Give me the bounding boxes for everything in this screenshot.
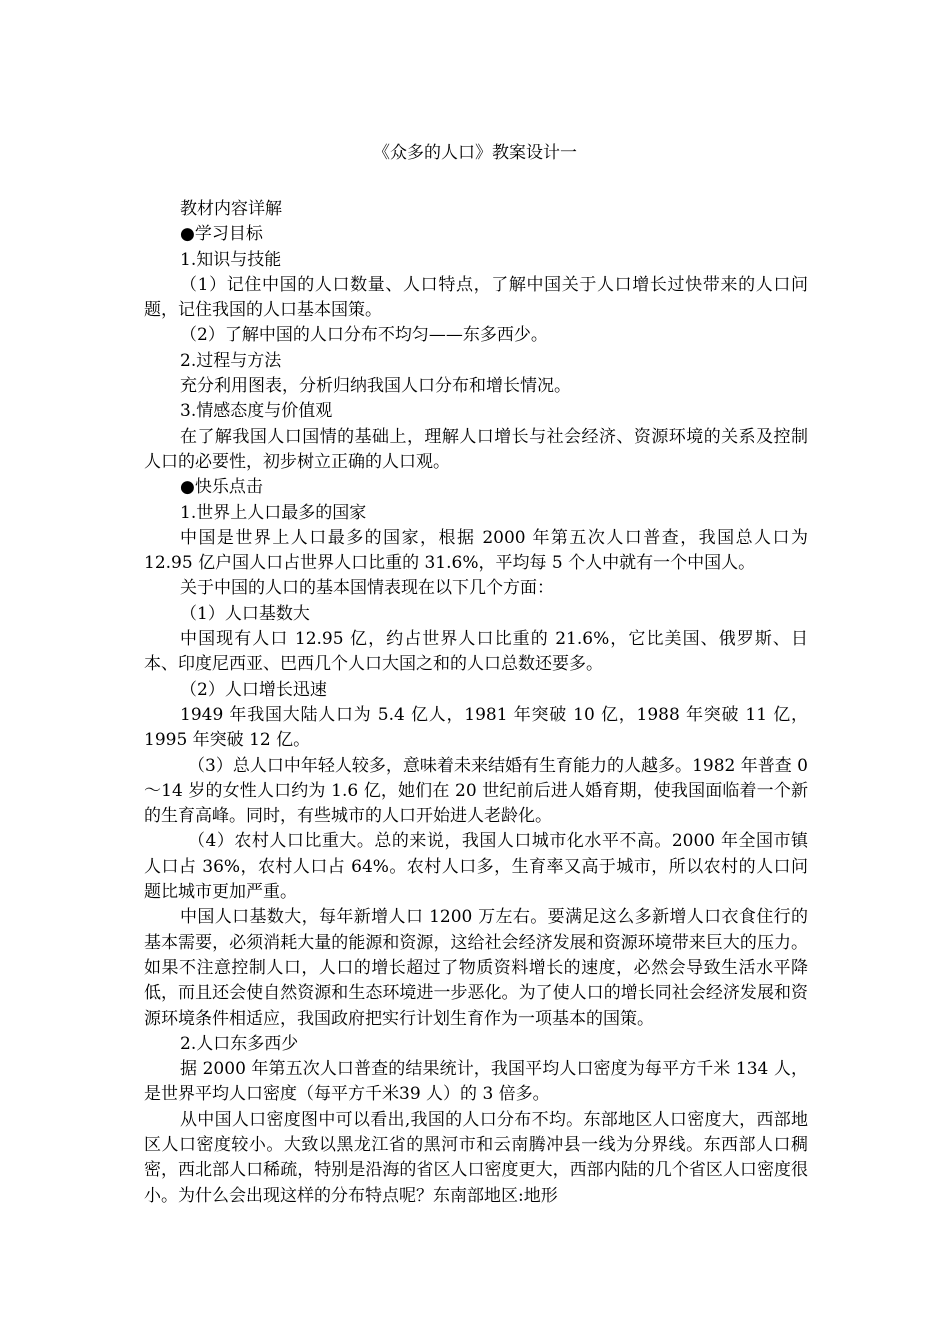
paragraph: 从中国人口密度图中可以看出,我国的人口分布不均。东部地区人口密度大，西部地区人口密度较小。大致以黑龙江省的黑河市和云南腾冲县一线为分界线。东西部人口稠密，西北部人口稀疏，特别是沿海的省区人口密度更大，西部内陆的几个省区人口密度很小。为什么会出现这样的分布特点呢？东南部地区:地形 — [144, 1109, 808, 1206]
paragraph: （1）记住中国的人口数量、人口特点，了解中国关于人口增长过快带来的人口问题，记住我国的人口基本国策。 — [144, 274, 808, 321]
paragraph: 2.过程与方法 — [180, 350, 282, 371]
paragraph: 1949 年我国大陆人口为 5.4 亿人，1981 年突破 10 亿，1988 年突破 11 亿，1995 年突破 12 亿。 — [144, 704, 808, 751]
paragraph: 关于中国的人口的基本国情表现在以下几个方面： — [180, 578, 554, 599]
paragraph: 2.人口东多西少 — [180, 1033, 299, 1054]
paragraph: 中国人口基数大，每年新增人口 1200 万左右。要满足这么多新增人口衣食住行的基本需要，必须消耗大量的能源和资源，这给社会经济发展和资源环境带来巨大的压力。如果不注意控制人口，人口的增长超过了物质资料增长的速度，必然会导致生活水平降低，而且还会使自然资源和生态环境进一步恶化。为了使人口的增长同社会经济发展和资源环境条件相适应，我国政府把实行计划生育作为一项基本的国策。 — [144, 907, 808, 1029]
paragraph: ●学习目标 — [180, 224, 263, 245]
document-body — [144, 197, 808, 1209]
paragraph: ●快乐点击 — [180, 477, 263, 498]
paragraph: 充分利用图表，分析归纳我国人口分布和增长情况。 — [180, 376, 571, 397]
paragraph: （2）了解中国的人口分布不均匀——东多西少。 — [180, 325, 548, 346]
paragraph: 中国现有人口 12.95 亿，约占世界人口比重的 21.6%，它比美国、俄罗斯、日本、印度尼西亚、巴西几个人口大国之和的人口总数还要多。 — [144, 629, 808, 675]
paragraph: 据 2000 年第五次人口普查的结果统计，我国平均人口密度为每平方千米 134 人，是世界平均人口密度（每平方千米39 人）的 3 倍多。 — [144, 1059, 808, 1105]
paragraph: 1.知识与技能 — [180, 249, 282, 270]
document-title: 《众多的人口》教案设计一 — [373, 143, 577, 163]
paragraph: （4）农村人口比重大。总的来说，我国人口城市化水平不高。2000 年全国市镇人口占 36%，农村人口占 64%。农村人口多，生育率又高于城市，所以农村的人口问题比城市更加严重。 — [144, 831, 808, 903]
paragraph: 1.世界上人口最多的国家 — [180, 502, 367, 523]
paragraph: （1）人口基数大 — [180, 603, 310, 624]
paragraph: （2）人口增长迅速 — [180, 679, 327, 700]
paragraph: 教材内容详解 — [180, 199, 282, 219]
paragraph: 在了解我国人口国情的基础上，理解人口增长与社会经济、资源环境的关系及控制人口的必要性，初步树立正确的人口观。 — [144, 426, 808, 472]
paragraph: （3）总人口中年轻人较多，意味着未来结婚有生育能力的人越多。1982 年普查 0～14 岁的女性人口约为 1.6 亿，她们在 20 世纪前后进人婚育期，使我国面临着一个新的生育高峰。同时，有些城市的人口开始进人老龄化。 — [144, 755, 808, 827]
paragraph: 3.情感态度与价值观 — [180, 401, 333, 422]
paragraph: 中国是世界上人口最多的国家，根据 2000 年第五次人口普查，我国总人口为 12.95 亿户国人口占世界人口比重的 31.6%，平均每 5 个人中就有一个中国人。 — [144, 527, 808, 574]
